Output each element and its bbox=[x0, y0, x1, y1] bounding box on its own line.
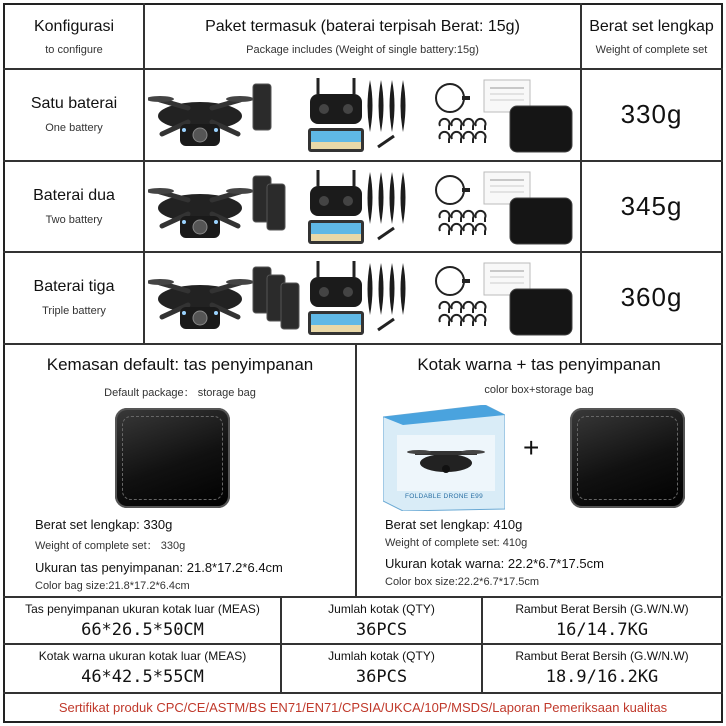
shipping-gw-cell bbox=[483, 598, 721, 644]
header-package-subtitle: Package includes (Weight of single battery:15g) bbox=[246, 43, 479, 56]
storage-bag-image bbox=[115, 408, 230, 508]
header-config-cell bbox=[5, 5, 143, 68]
default-size-zh: Ukuran tas penyimpanan: 21.8*17.2*6.4cm bbox=[35, 560, 283, 575]
shipping-gw-cell bbox=[483, 645, 721, 691]
shipping-meas-value: 46*42.5*55CM bbox=[81, 667, 204, 687]
header-package-title: Paket termasuk (baterai terpisah Berat: 15g) bbox=[205, 17, 520, 35]
default-package-specs bbox=[35, 517, 355, 592]
shipping-meas-cell bbox=[5, 645, 280, 691]
package-contents-illustration bbox=[148, 164, 578, 249]
header-package-cell bbox=[145, 5, 580, 68]
config-weight-cell bbox=[582, 253, 721, 342]
colorbox-weight-zh: Berat set lengkap: 410g bbox=[385, 517, 523, 532]
colorbox-size-en: Color box size:22.2*6.7*17.5cm bbox=[385, 576, 540, 588]
default-package-title bbox=[5, 355, 355, 400]
shipping-qty-cell bbox=[282, 598, 481, 644]
shipping-qty-cell bbox=[282, 645, 481, 691]
header-weight-title: Berat set lengkap bbox=[589, 17, 714, 35]
shipping-gw-label: Rambut Berat Bersih (G.W/N.W) bbox=[515, 649, 689, 663]
shipping-gw-value: 16/14.7KG bbox=[555, 620, 649, 640]
colorbox-package-title-text: Kotak warna + tas penyimpanan bbox=[417, 355, 661, 374]
colorbox-size-zh: Ukuran kotak warna: 22.2*6.7*17.5cm bbox=[385, 556, 604, 571]
header-weight-subtitle: Weight of complete set bbox=[595, 43, 708, 56]
header-config-title: Konfigurasi bbox=[33, 17, 115, 35]
colorbox-weight-en: Weight of complete set: 410g bbox=[385, 537, 528, 549]
shipping-qty-label: Jumlah kotak (QTY) bbox=[328, 602, 435, 616]
shipping-gw-label: Rambut Berat Bersih (G.W/N.W) bbox=[515, 602, 689, 616]
config-name-zh: Baterai tiga bbox=[33, 278, 115, 295]
default-weight-zh: Berat set lengkap: 330g bbox=[35, 517, 173, 532]
default-weight-en: Weight of complete set： 330g bbox=[35, 540, 186, 552]
shipping-meas-value: 66*26.5*50CM bbox=[81, 620, 204, 640]
package-contents bbox=[148, 72, 578, 162]
color-box-image bbox=[383, 405, 505, 511]
shipping-meas-label: Tas penyimpanan ukuran kotak luar (MEAS) bbox=[25, 602, 260, 616]
shipping-qty-value: 36PCS bbox=[355, 620, 408, 640]
config-name-en: Two battery bbox=[45, 214, 103, 226]
certifications-text: Sertifikat produk CPC/CE/ASTM/BS EN71/EN71/CPSIA/UKCA/10P/MSDS/Laporan Pemeriksaan kualitas bbox=[58, 699, 668, 715]
config-weight-cell bbox=[582, 70, 721, 159]
shipping-qty-value: 36PCS bbox=[355, 667, 408, 687]
default-size-en: Color bag size:21.8*17.2*6.4cm bbox=[35, 580, 190, 592]
config-name-en: One battery bbox=[45, 122, 103, 134]
config-label-cell bbox=[5, 162, 143, 251]
default-package-title-text: Kemasan default: tas penyimpanan bbox=[46, 355, 314, 374]
shipping-meas-cell bbox=[5, 598, 280, 644]
default-package-subtitle: Default package： storage bag bbox=[104, 387, 256, 399]
plus-sign: + bbox=[523, 432, 540, 463]
config-name-zh: Baterai dua bbox=[33, 187, 115, 204]
config-weight-value: 330g bbox=[620, 99, 683, 129]
config-label-cell bbox=[5, 70, 143, 159]
color-box-label: FOLDABLE DRONE E99 bbox=[405, 493, 484, 500]
storage-bag-image bbox=[570, 408, 685, 508]
config-name-zh: Satu baterai bbox=[30, 95, 118, 112]
shipping-qty-label: Jumlah kotak (QTY) bbox=[328, 649, 435, 663]
colorbox-package-specs bbox=[385, 517, 721, 588]
certifications-footer bbox=[5, 693, 721, 721]
header-weight-cell bbox=[582, 5, 721, 68]
package-contents bbox=[148, 164, 578, 254]
package-contents-illustration bbox=[148, 255, 578, 340]
shipping-gw-value: 18.9/16.2KG bbox=[545, 667, 659, 687]
colorbox-package-subtitle: color box+storage bag bbox=[484, 384, 594, 396]
config-name-en: Triple battery bbox=[42, 305, 106, 317]
package-contents-illustration bbox=[148, 72, 578, 157]
colorbox-package-title bbox=[357, 355, 721, 396]
config-weight-value: 345g bbox=[620, 191, 683, 221]
header-config-subtitle: to configure bbox=[45, 43, 103, 56]
config-weight-value: 360g bbox=[620, 282, 683, 312]
config-label-cell bbox=[5, 253, 143, 342]
config-weight-cell bbox=[582, 162, 721, 251]
package-contents bbox=[148, 255, 578, 345]
shipping-meas-label: Kotak warna ukuran kotak luar (MEAS) bbox=[38, 649, 247, 663]
